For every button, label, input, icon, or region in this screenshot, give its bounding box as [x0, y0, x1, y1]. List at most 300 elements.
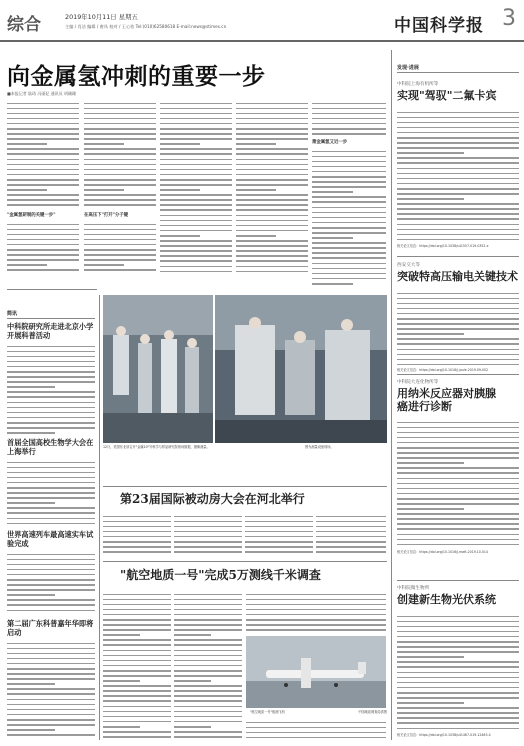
text-line — [7, 143, 47, 145]
text-line — [7, 133, 79, 135]
text-line — [103, 675, 171, 677]
text-line — [397, 447, 519, 449]
text-line — [397, 672, 519, 674]
text-line — [246, 629, 386, 631]
text-line — [160, 143, 200, 145]
text-line — [312, 118, 386, 120]
right-item-body-3 — [397, 418, 519, 548]
text-line — [397, 183, 519, 185]
brief-title-4: 第二届广东科普嘉年华即将启动 — [7, 619, 94, 637]
text-line — [174, 690, 242, 692]
right-item-title-4: 创建新生物光伏系统 — [397, 593, 496, 606]
text-line — [174, 716, 242, 718]
text-line — [7, 699, 95, 701]
text-line — [174, 541, 242, 543]
text-line — [84, 269, 156, 271]
text-line — [312, 196, 386, 198]
story2-title: 第23届国际被动房大会在河北举行 — [120, 492, 305, 506]
text-line — [103, 721, 171, 723]
briefs-divider — [99, 295, 100, 740]
text-line — [397, 432, 519, 434]
text-line — [397, 323, 519, 325]
text-line — [397, 234, 519, 236]
text-line — [312, 217, 386, 219]
text-line — [103, 536, 171, 538]
text-line — [397, 646, 519, 648]
right-item-body-1 — [397, 108, 519, 242]
text-line — [84, 103, 156, 105]
section-name: 综合 — [7, 15, 41, 35]
text-line — [7, 594, 55, 596]
right-item-title-3: 用纳米反应器对胰腺癌进行诊断 — [397, 387, 496, 413]
text-line — [160, 240, 232, 242]
text-line — [397, 702, 464, 704]
text-line — [7, 663, 95, 665]
text-line — [160, 209, 232, 211]
text-line — [84, 133, 156, 135]
text-line — [7, 673, 95, 675]
text-line — [316, 531, 386, 533]
text-line — [397, 188, 519, 190]
text-line — [236, 240, 308, 242]
text-line — [160, 138, 232, 140]
lead-column-1 — [7, 99, 79, 209]
text-line — [397, 338, 519, 340]
right-item-body-2 — [397, 289, 519, 366]
text-line — [7, 714, 95, 716]
text-line — [7, 174, 79, 176]
text-line — [312, 156, 386, 158]
text-line — [103, 541, 171, 543]
text-line — [7, 487, 95, 489]
text-line — [397, 472, 519, 474]
brief-body-2 — [7, 458, 95, 526]
text-line — [312, 166, 386, 168]
text-line — [397, 147, 519, 149]
text-line — [174, 660, 242, 662]
text-line — [160, 225, 232, 227]
text-line — [397, 677, 519, 679]
text-line — [7, 719, 95, 721]
text-line — [7, 523, 95, 525]
text-line — [84, 153, 156, 155]
text-line — [397, 328, 519, 330]
story2-column-3 — [245, 512, 313, 554]
text-line — [397, 656, 464, 658]
text-line — [7, 123, 79, 125]
text-line — [236, 235, 276, 237]
text-line — [160, 108, 232, 110]
text-line — [397, 687, 519, 689]
text-line — [7, 559, 95, 561]
text-line — [397, 488, 519, 490]
briefs-rule — [7, 318, 95, 319]
text-line — [236, 245, 308, 247]
text-line — [7, 422, 95, 424]
text-line — [397, 343, 519, 345]
text-line — [84, 254, 156, 256]
text-line — [397, 493, 519, 495]
text-line — [103, 546, 171, 548]
text-line — [397, 152, 464, 154]
text-line — [160, 271, 232, 273]
text-line — [7, 249, 79, 251]
text-line — [7, 502, 55, 504]
text-line — [312, 128, 386, 130]
right-item-body-4 — [397, 612, 519, 730]
text-line — [103, 629, 171, 631]
text-line — [397, 631, 519, 633]
text-line — [84, 108, 156, 110]
text-line — [236, 143, 276, 145]
text-line — [174, 599, 242, 601]
text-line — [174, 619, 242, 621]
text-line — [160, 103, 232, 105]
text-line — [397, 661, 519, 663]
text-line — [84, 194, 156, 196]
text-line — [397, 452, 519, 454]
text-line — [312, 186, 386, 188]
text-line — [397, 717, 519, 719]
text-line — [7, 269, 79, 271]
text-line — [103, 531, 171, 533]
text-line — [397, 697, 519, 699]
text-line — [312, 232, 386, 234]
text-line — [236, 199, 308, 201]
text-line — [103, 685, 171, 687]
text-line — [312, 283, 353, 285]
text-line — [7, 554, 95, 556]
text-line — [312, 108, 386, 110]
lead-column-5b — [312, 147, 386, 287]
text-line — [316, 516, 386, 518]
story3-column-4 — [246, 718, 386, 740]
text-line — [160, 235, 200, 237]
text-line — [312, 242, 386, 244]
text-line — [84, 113, 156, 115]
text-line — [397, 313, 519, 315]
text-line — [397, 303, 519, 305]
page-number: 3 — [502, 6, 516, 31]
text-line — [160, 174, 232, 176]
text-line — [7, 574, 95, 576]
text-line — [160, 128, 232, 130]
text-line — [397, 707, 519, 709]
photo-lab-team — [103, 295, 213, 443]
text-line — [160, 159, 232, 161]
text-line — [103, 599, 171, 601]
text-line — [84, 128, 156, 130]
photo-equipment-image — [215, 295, 387, 443]
text-line — [7, 264, 47, 266]
lead-column-2b — [84, 220, 156, 275]
text-line — [7, 254, 79, 256]
text-line — [7, 507, 95, 509]
text-line — [160, 204, 232, 206]
brief-body-1 — [7, 342, 95, 434]
text-line — [312, 176, 386, 178]
text-line — [174, 721, 242, 723]
text-line — [7, 569, 95, 571]
text-line — [160, 215, 232, 217]
text-line — [7, 472, 95, 474]
text-line — [103, 526, 171, 528]
text-line — [174, 655, 242, 657]
text-line — [7, 204, 79, 206]
text-line — [103, 655, 171, 657]
text-line — [160, 113, 232, 115]
text-line — [103, 736, 171, 738]
text-line — [160, 133, 232, 135]
text-line — [103, 731, 171, 733]
text-line — [7, 668, 95, 670]
text-line — [84, 179, 156, 181]
text-line — [236, 133, 308, 135]
text-line — [84, 249, 156, 251]
right-item-doi-3: 相关论文信息：https://doi.org/10.1016/j.matt.2019.10.014 — [397, 550, 488, 554]
text-line — [397, 437, 519, 439]
text-line — [7, 371, 95, 373]
text-line — [7, 153, 79, 155]
text-line — [397, 641, 519, 643]
text-line — [174, 644, 242, 646]
text-line — [245, 551, 313, 553]
brief-title-2: 首届全国高校生物学大会在上海举行 — [7, 438, 94, 456]
text-line — [84, 259, 156, 261]
text-line — [397, 651, 519, 653]
text-line — [174, 629, 242, 631]
text-line — [397, 528, 519, 530]
text-line — [245, 546, 313, 548]
text-line — [245, 526, 313, 528]
text-line — [245, 536, 313, 538]
text-line — [236, 103, 308, 105]
text-line — [174, 650, 242, 652]
text-line — [397, 364, 519, 366]
text-line — [160, 250, 232, 252]
text-line — [397, 508, 464, 510]
text-line — [174, 594, 242, 596]
text-line — [397, 544, 519, 546]
text-line — [103, 711, 171, 713]
text-line — [312, 247, 386, 249]
text-line — [103, 670, 171, 672]
text-line — [7, 239, 79, 241]
text-line — [84, 244, 156, 246]
text-line — [174, 675, 242, 677]
text-line — [103, 665, 171, 667]
text-line — [236, 194, 308, 196]
text-line — [236, 128, 308, 130]
text-line — [236, 148, 308, 150]
text-line — [7, 704, 95, 706]
text-line — [160, 220, 232, 222]
text-line — [160, 194, 232, 196]
text-line — [397, 666, 519, 668]
text-line — [7, 412, 95, 414]
text-line — [236, 159, 308, 161]
text-line — [316, 551, 386, 553]
text-line — [397, 298, 519, 300]
text-line — [7, 734, 95, 736]
text-line — [160, 189, 200, 191]
right-item-org-1: 中科院上海有机所等 — [397, 82, 439, 87]
text-line — [236, 184, 308, 186]
text-line — [7, 259, 79, 261]
text-line — [174, 670, 242, 672]
text-line — [7, 417, 95, 419]
text-line — [397, 213, 519, 215]
text-line — [84, 264, 124, 266]
text-line — [397, 224, 519, 226]
text-line — [7, 512, 95, 514]
text-line — [397, 442, 519, 444]
text-line — [7, 724, 95, 726]
text-line — [7, 693, 95, 695]
text-line — [312, 268, 386, 270]
text-line — [7, 113, 79, 115]
text-line — [84, 204, 156, 206]
text-line — [397, 137, 519, 139]
text-line — [236, 169, 308, 171]
text-line — [7, 643, 95, 645]
text-line — [84, 143, 124, 145]
text-line — [174, 536, 242, 538]
text-line — [7, 589, 95, 591]
text-line — [397, 132, 519, 134]
text-line — [7, 103, 79, 105]
text-line — [312, 273, 386, 275]
text-line — [7, 407, 95, 409]
text-line — [84, 239, 156, 241]
text-line — [316, 526, 386, 528]
right-item-doi-1: 相关论文信息：https://doi.org/10.1038/s41557-019-0352-x — [397, 244, 489, 248]
right-item-title-2: 突破特高压输电关键技术 — [397, 270, 518, 283]
text-line — [245, 516, 313, 518]
text-line — [174, 609, 242, 611]
lead-subhead-4: 萧金属氢又近一步 — [312, 140, 348, 145]
text-line — [7, 391, 95, 393]
lead-divider — [7, 289, 97, 290]
text-line — [246, 722, 386, 724]
text-line — [103, 619, 171, 621]
text-line — [312, 181, 386, 183]
text-line — [397, 712, 519, 714]
text-line — [7, 138, 79, 140]
header-rule — [0, 40, 524, 42]
text-line — [246, 604, 386, 606]
text-line — [103, 614, 171, 616]
aircraft-caption: "航空地质一号"航测飞机 — [250, 710, 285, 714]
lead-subhead-1: "金属氢研制的关键一步" — [7, 213, 56, 218]
text-line — [246, 609, 386, 611]
text-line — [316, 521, 386, 523]
text-line — [236, 108, 308, 110]
text-line — [160, 118, 232, 120]
story3-column-1 — [103, 590, 171, 740]
text-line — [7, 482, 95, 484]
text-line — [312, 151, 386, 153]
lead-column-3 — [160, 99, 232, 275]
story3-rule — [103, 561, 387, 562]
text-line — [246, 727, 386, 729]
text-line — [84, 234, 156, 236]
text-line — [312, 123, 386, 125]
text-line — [236, 123, 308, 125]
text-line — [397, 112, 519, 114]
text-line — [174, 531, 242, 533]
text-line — [245, 531, 313, 533]
text-line — [7, 169, 79, 171]
story3-title: "航空地质一号"完成5万测线千米调查 — [120, 568, 321, 582]
text-line — [7, 610, 95, 612]
text-line — [7, 396, 95, 398]
text-line — [236, 271, 308, 273]
text-line — [397, 682, 519, 684]
text-line — [397, 122, 519, 124]
text-line — [7, 244, 79, 246]
text-line — [7, 683, 55, 685]
text-line — [160, 164, 232, 166]
text-line — [236, 153, 308, 155]
text-line — [103, 650, 171, 652]
text-line — [245, 521, 313, 523]
text-line — [246, 619, 386, 621]
text-line — [174, 695, 242, 697]
text-line — [103, 516, 171, 518]
text-line — [160, 184, 232, 186]
story3-column-3 — [246, 590, 386, 634]
text-line — [397, 293, 519, 295]
text-line — [312, 252, 386, 254]
text-line — [7, 128, 79, 130]
text-line — [397, 318, 519, 320]
text-line — [312, 207, 386, 209]
lead-byline: ■本报记者 陆琦 冯丽妃 通讯员 胡珊珊 — [7, 91, 76, 96]
text-line — [312, 278, 386, 280]
column-divider — [391, 50, 392, 740]
text-line — [236, 138, 308, 140]
right-item-title-1: 实现"驾驭"二氟卡宾 — [397, 89, 497, 102]
text-line — [7, 579, 95, 581]
photo-caption-2: 图为测量设备现场。 — [305, 445, 334, 449]
page-header — [0, 0, 524, 40]
text-line — [103, 644, 171, 646]
text-line — [7, 356, 95, 358]
text-line — [103, 604, 171, 606]
text-line — [103, 609, 171, 611]
text-line — [246, 737, 386, 739]
text-line — [236, 164, 308, 166]
text-line — [84, 224, 156, 226]
text-line — [312, 212, 386, 214]
text-line — [7, 462, 95, 464]
text-line — [7, 604, 95, 606]
text-line — [84, 184, 156, 186]
text-line — [7, 678, 95, 680]
text-line — [174, 706, 242, 708]
text-line — [174, 526, 242, 528]
text-line — [160, 255, 232, 257]
text-line — [397, 142, 519, 144]
photo-equipment — [215, 295, 387, 443]
text-line — [7, 189, 47, 191]
text-line — [7, 164, 79, 166]
text-line — [84, 189, 124, 191]
text-line — [236, 118, 308, 120]
text-line — [397, 478, 519, 480]
text-line — [103, 695, 171, 697]
